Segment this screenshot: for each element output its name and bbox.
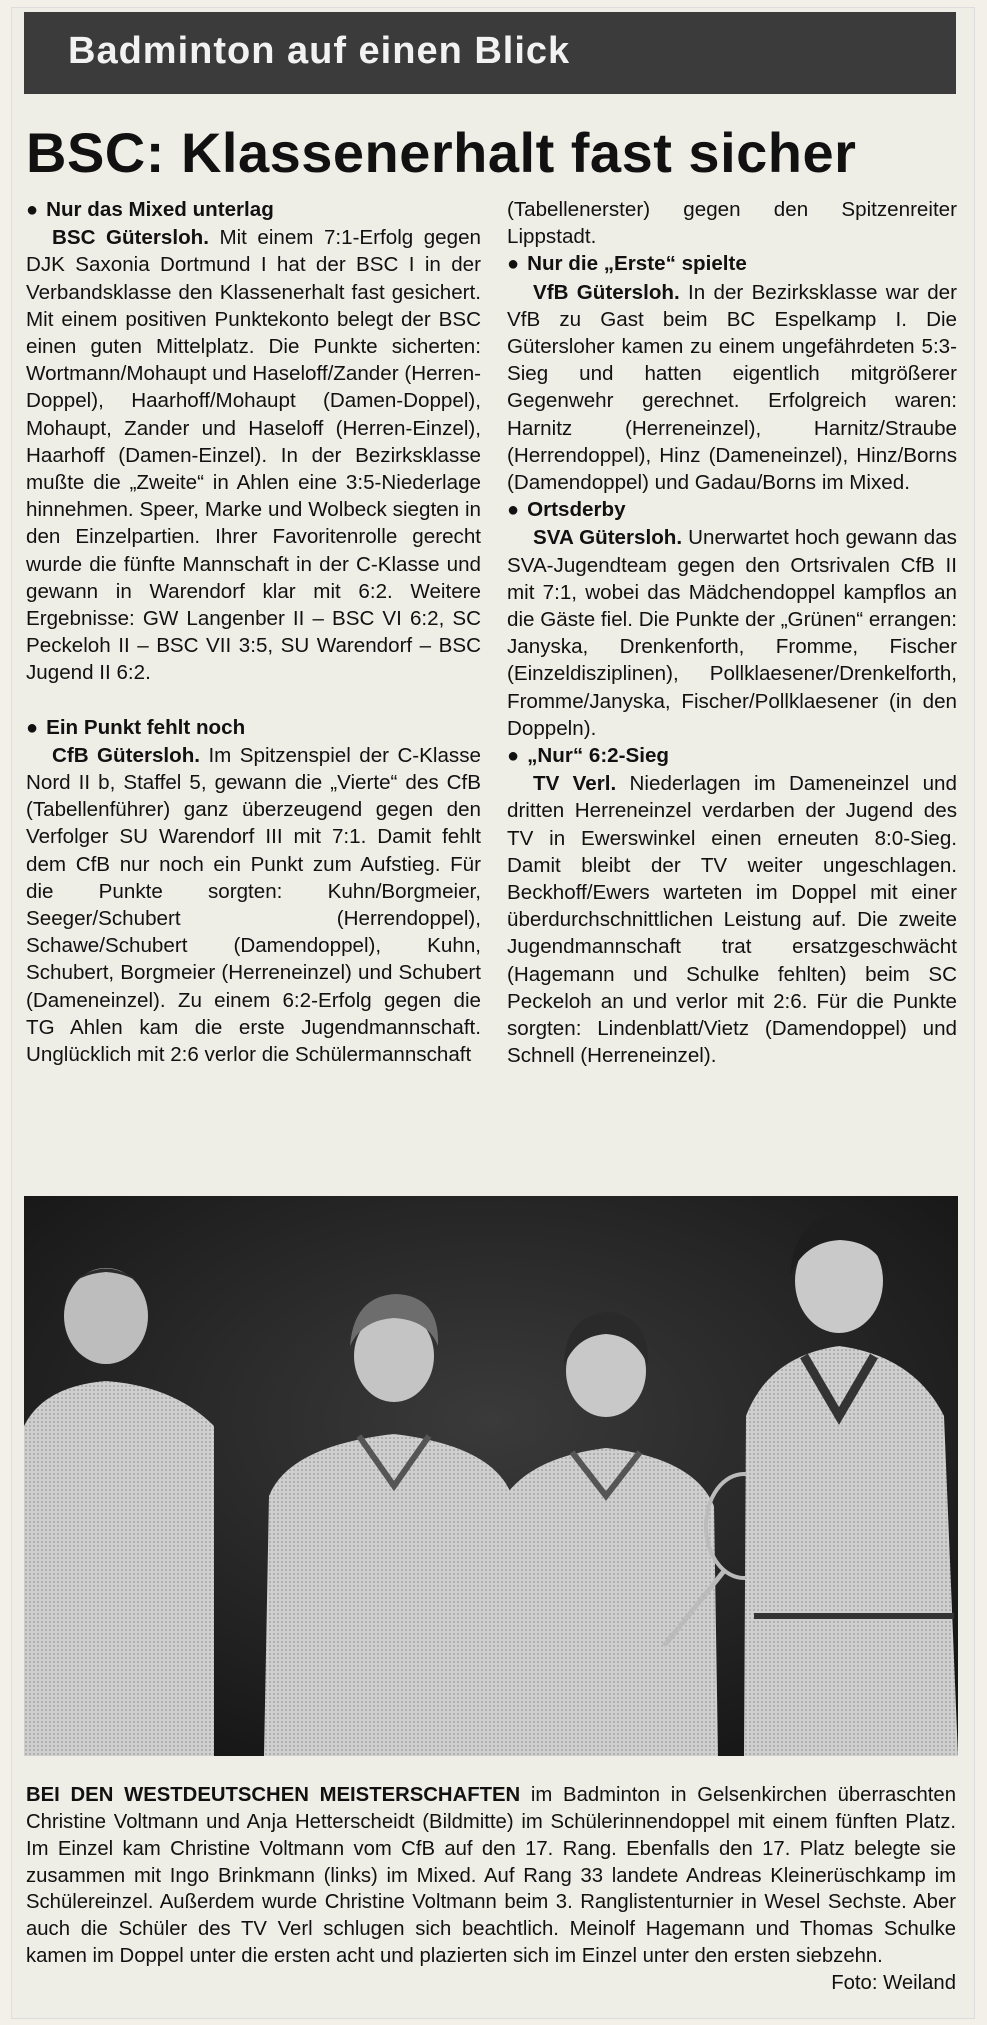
section-heading: ● „Nur“ 6:2-Sieg: [507, 742, 957, 770]
section-body: Niederlagen im Dameneinzel und dritten Herreneinzel verdarben der Jugend des TV in Ewerswinkel einen erneuten 8:0-Sieg. Damit bleibt der TV weiter ungeschlagen. Beckhoff/Ewers warteten im Doppel mit einer überdurchschnittlichen Leistung auf. Die zweite Jugendmannschaft trat ersatzgeschwächt (Hagemann und Schulke fehlten) beim SC Peckeloh an und verlor mit 2:6. Für die Punkte sorgten: Lindenblatt/Vietz (Damendoppel) und Schnell (Herreneinzel).: [507, 772, 957, 1068]
left-column: [26, 196, 481, 1068]
section-ein-punkt: [26, 714, 481, 1069]
club-lead: BSC Gütersloh.: [52, 226, 209, 250]
section-body: Unerwartet hoch gewann das SVA-Jugendteam gegen den Ortsrivalen CfB II mit 7:1, wobei das Mädchendoppel kampflos an die Gäste fiel. Die Punkte der „Grünen“ errangen: Janyska, Drenkenforth, Fromme, Fischer (Einzeldisziplinen), Pollklaesener/Drenkelforth, Fromme/Janyska, Fischer/Pollklaesener (in den Doppeln).: [507, 526, 957, 740]
section-nur-die-erste: [507, 250, 957, 496]
photo-credit: Foto: Weiland: [831, 1971, 956, 1994]
section-banner: [24, 12, 956, 94]
caption-body: im Badminton in Gelsenkirchen überraschten Christine Voltmann und Anja Hetterscheidt (Bildmitte) im Schülerinnendoppel mit einem fünften Platz. Im Einzel kam Christine Voltmann vom CfB auf den 17. Rang. Ebenfalls den 17. Platz belegte sie zusammen mit Ingo Brinkmann (links) im Mixed. Auf Rang 33 landete Andreas Kleinerüschkamp im Schülereinzel. Außerdem wurde Christine Voltmann beim 3. Ranglistenturnier in Wesel Sechste. Aber auch die Schüler des TV Verl schlugen sich beachtlich. Meinolf Hagemann und Thomas Schulke kamen im Doppel unter die ersten acht und plazierten sich im Einzel unter den ersten siebzehn.: [26, 1784, 956, 1968]
article-headline: BSC: Klassenerhalt fast sicher: [26, 121, 857, 184]
club-lead: VfB Gütersloh.: [533, 280, 680, 304]
section-body: Im Spitzenspiel der C-Klasse Nord II b, Staffel 5, gewann die „Vierte“ des CfB (Tabellenführer) ganz überzeugend gegen den Verfolger SU Warendorf III mit 7:1. Damit fehlt dem CfB nur noch ein Punkt zum Aufstieg. Für die Punkte sorgten: Kuhn/Borgmeier, Seeger/Schubert (Herrendoppel), Schawe/Schubert (Damendoppel), Kuhn, Schubert, Borgmeier (Herreneinzel) und Schubert (Dameneinzel). Zu einem 6:2-Erfolg gegen die TG Ahlen kam die erste Jugendmannschaft. Unglücklich mit 2:6 verlor die Schülermannschaft: [26, 743, 481, 1067]
club-lead: SVA Gütersloh.: [533, 526, 683, 550]
team-photo: [24, 1196, 958, 1756]
photo-caption: [26, 1782, 956, 1996]
section-heading: ● Nur das Mixed unterlag: [26, 196, 481, 224]
section-heading: ● Ein Punkt fehlt noch: [26, 714, 481, 742]
club-lead: CfB Gütersloh.: [52, 743, 201, 767]
caption-lead: BEI DEN WESTDEUTSCHEN MEISTERSCHAFTEN: [26, 1784, 521, 1807]
section-heading: ● Nur die „Erste“ spielte: [507, 250, 957, 278]
photo-illustration: [24, 1196, 958, 1756]
section-heading: ● Ortsderby: [507, 496, 957, 524]
section-continuation: (Tabellenerster) gegen den Spitzenreiter Lippstadt.: [507, 198, 957, 249]
section-body: In der Bezirksklasse war der VfB zu Gast beim BC Espelkamp I. Die Gütersloher kamen zu einem ungefährdeten 5:3-Sieg und hatten eigentlich mitgrößerer Gegenwehr gerechnet. Erfolgreich waren: Harnitz (Herreneinzel), Harnitz/Straube (Herrendoppel), Hinz (Dameneinzel), Hinz/Borns (Damendoppel) und Gadau/Borns im Mixed.: [507, 280, 957, 495]
section-body: Mit einem 7:1-Erfolg gegen DJK Saxonia Dortmund I hat der BSC I in der Verbandsklasse den Klassenerhalt fast gesichert. Mit einem positiven Punktekonto belegt der BSC einen guten Mittelplatz. Die Punkte sicherten: Wortmann/Mohaupt und Haseloff/Zander (Herren-Doppel), Haarhoff/Mohaupt (Damen-Doppel), Mohaupt, Zander und Haseloff (Herren-Einzel), Haarhoff (Damen-Einzel). In der Bezirksklasse mußte die „Zweite“ in Ahlen eine 3:5-Niederlage hinnehmen. Speer, Marke und Wolbeck siegten in den Einzelpartien. Ihrer Favoritenrolle gerecht wurde die fünfte Mannschaft in der C-Klasse und gewann in Warendorf klar mit 6:2. Weitere Ergebnisse: GW Langenber II – BSC VI 6:2, SC Peckeloh II – BSC VII 3:5, SU Warendorf – BSC Jugend II 6:2.: [26, 226, 481, 685]
section-nur-das-mixed: [26, 196, 481, 687]
section-nur-sieg: [507, 742, 957, 1069]
club-lead: TV Verl.: [533, 772, 617, 796]
right-column: [507, 196, 957, 1070]
banner-text: Badminton auf einen Blick: [68, 30, 571, 72]
section-ortsderby: [507, 496, 957, 742]
